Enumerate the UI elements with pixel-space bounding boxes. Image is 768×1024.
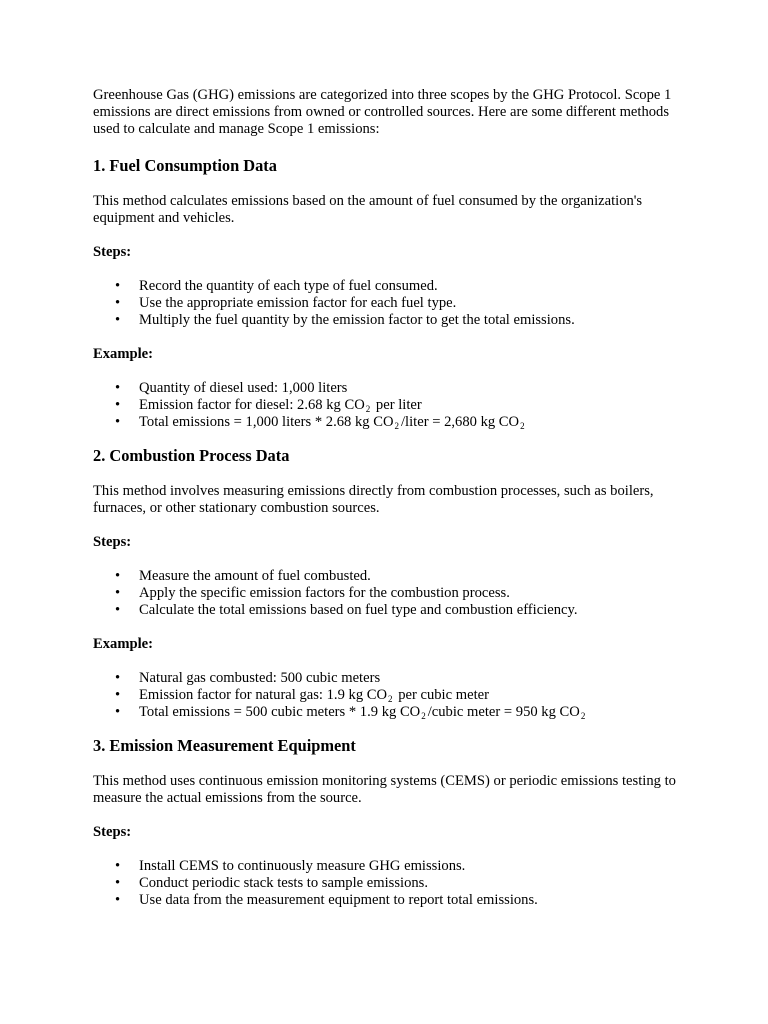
example-text: per liter — [375, 397, 422, 413]
list-item: • Conduct periodic stack tests to sample emissions. — [139, 875, 693, 892]
list-item: • Use the appropriate emission factor for each fuel type. — [139, 295, 693, 312]
example-list — [93, 670, 693, 721]
subscript: 2 — [365, 404, 371, 414]
section-description: This method calculates emissions based on the amount of fuel consumed by the organization's equipment and vehicles. — [93, 193, 643, 226]
steps-list — [93, 858, 693, 909]
example-text: Total emissions = 1,000 liters * 2.68 kg CO — [139, 414, 394, 430]
list-item: • Calculate the total emissions based on fuel type and combustion efficiency. — [139, 602, 693, 619]
list-item: • Use data from the measurement equipment to report total emissions. — [139, 892, 693, 909]
subscript: 2 — [421, 711, 426, 721]
section-combustion-process — [93, 446, 693, 721]
section-emission-measurement — [93, 736, 693, 909]
steps-label: Steps: — [93, 244, 132, 260]
example-label: Example: — [93, 636, 153, 652]
section-description: This method involves measuring emissions directly from combustion processes, such as boilers, furnaces, or other stationary combustion sources. — [93, 483, 654, 516]
steps-label: Steps: — [93, 534, 132, 550]
section-fuel-consumption — [93, 156, 693, 431]
list-item — [139, 414, 693, 431]
document-page — [93, 87, 693, 926]
section-heading: 2. Combustion Process Data — [93, 446, 290, 465]
subscript: 2 — [520, 421, 525, 431]
list-item — [139, 687, 693, 704]
steps-list — [93, 568, 693, 619]
list-item: • Natural gas combusted: 500 cubic meters — [139, 670, 693, 687]
example-text: Total emissions = 500 cubic meters * 1.9 kg CO — [139, 704, 421, 720]
example-text: Emission factor for diesel: 2.68 kg CO — [139, 397, 365, 413]
example-label: Example: — [93, 346, 153, 362]
example-text: Emission factor for natural gas: 1.9 kg CO — [139, 687, 388, 703]
list-item: • Multiply the fuel quantity by the emission factor to get the total emissions. — [139, 312, 693, 329]
list-item: • Measure the amount of fuel combusted. — [139, 568, 693, 585]
list-item — [139, 704, 693, 721]
steps-label: Steps: — [93, 824, 132, 840]
subscript: 2 — [580, 711, 586, 721]
steps-list — [93, 278, 693, 329]
example-text: per cubic meter — [398, 687, 489, 703]
example-text: /liter = 2,680 kg CO — [401, 414, 520, 430]
intro-paragraph: Greenhouse Gas (GHG) emissions are categorized into three scopes by the GHG Protocol. Scope 1 emissions are direct emissions from owned or controlled sources. Here are some different methods used to calculate and manage Scope 1 emissions: — [93, 87, 672, 137]
list-item: • Apply the specific emission factors for the combustion process. — [139, 585, 693, 602]
list-item: • Quantity of diesel used: 1,000 liters — [139, 380, 693, 397]
section-description: This method uses continuous emission monitoring systems (CEMS) or periodic emissions testing to measure the actual emissions from the source. — [93, 773, 676, 806]
section-heading: 1. Fuel Consumption Data — [93, 156, 277, 175]
list-item: • Install CEMS to continuously measure GHG emissions. — [139, 858, 693, 875]
subscript: 2 — [388, 694, 393, 704]
list-item — [139, 397, 693, 414]
example-list — [93, 380, 693, 431]
example-text: /cubic meter = 950 kg CO — [427, 704, 580, 720]
list-item: • Record the quantity of each type of fuel consumed. — [139, 278, 693, 295]
section-heading: 3. Emission Measurement Equipment — [93, 736, 356, 755]
subscript: 2 — [394, 421, 399, 431]
